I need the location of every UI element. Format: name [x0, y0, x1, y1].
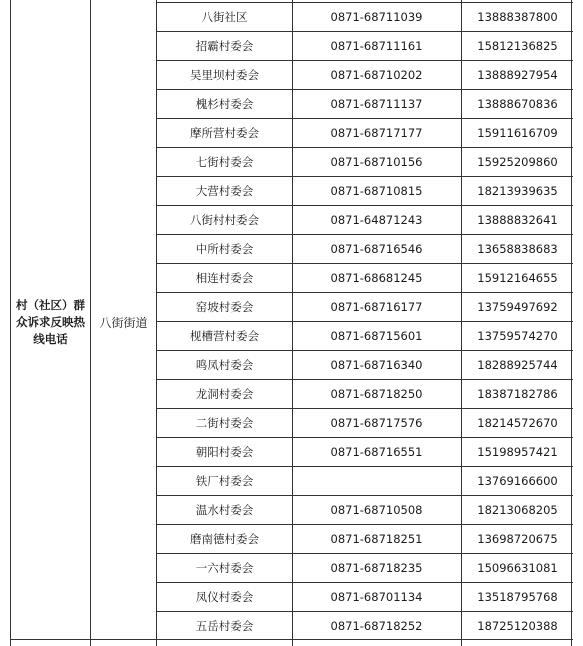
landline-number: 0871-64871243 — [330, 213, 423, 227]
table-row — [157, 466, 573, 495]
table-row — [157, 89, 573, 118]
table-row — [157, 205, 573, 234]
mobile-number: 15911616709 — [477, 126, 558, 140]
village-name: 槐杉村委会 — [195, 97, 254, 111]
table-row — [157, 437, 573, 466]
mobile-number: 18213068205 — [477, 503, 558, 517]
landline-number: 0871-68711039 — [330, 10, 423, 24]
table-row — [157, 60, 573, 89]
category-label: 村（社区）群众诉求反映热线电话 — [16, 297, 85, 346]
village-name: 铁厂村委会 — [195, 474, 254, 488]
landline-number — [292, 467, 461, 495]
village-name: 鸣凤村委会 — [195, 358, 254, 372]
village-name: 相连村委会 — [195, 271, 254, 285]
village-name: 二街村委会 — [195, 416, 254, 430]
village-name: 吴里坝村委会 — [190, 68, 259, 82]
landline-number: 0871-68710156 — [330, 155, 423, 169]
table-row — [157, 234, 573, 263]
mobile-number: 13888832641 — [477, 213, 558, 227]
village-name: 龙洞村委会 — [195, 387, 254, 401]
landline-number: 0871-68718252 — [330, 619, 423, 633]
landline-number: 0871-68716177 — [330, 300, 423, 314]
mobile-number: 18387182786 — [477, 387, 558, 401]
table-row — [157, 176, 573, 205]
village-name: 摩所营村委会 — [190, 126, 259, 140]
landline-number: 0871-68716546 — [330, 242, 423, 256]
mobile-number: 18214572670 — [477, 416, 558, 430]
village-name: 八街村村委会 — [190, 213, 259, 227]
table-row — [157, 263, 573, 292]
landline-number: 0871-68717576 — [330, 416, 423, 430]
mobile-number: 13888927954 — [477, 68, 558, 82]
mobile-number: 15096631081 — [477, 561, 558, 575]
village-name: 窑坡村委会 — [195, 300, 254, 314]
village-name: 枧槽营村委会 — [190, 329, 259, 343]
mobile-number: 13888670836 — [477, 97, 558, 111]
landline-number: 0871-68710508 — [330, 503, 423, 517]
landline-number: 0871-68716551 — [330, 445, 423, 459]
landline-number: 0871-68710202 — [330, 68, 423, 82]
village-name: 磨南德村委会 — [190, 532, 259, 546]
mobile-number: 15198957421 — [477, 445, 558, 459]
table-row — [157, 350, 573, 379]
table-row — [157, 524, 573, 553]
table-row — [157, 408, 573, 437]
landline-number: 0871-68681245 — [330, 271, 423, 285]
village-name: 一六村委会 — [195, 561, 254, 575]
table-row — [157, 379, 573, 408]
mobile-number: 13698720675 — [477, 532, 558, 546]
landline-number: 0871-68716340 — [330, 358, 423, 372]
street-cell — [91, 0, 157, 646]
landline-number: 0871-68710815 — [330, 184, 423, 198]
street-label: 八街街道 — [99, 315, 148, 330]
village-name: 八街社区 — [201, 10, 248, 24]
table-row — [157, 292, 573, 321]
mobile-number: 13888387800 — [477, 10, 558, 24]
mobile-number: 13769166600 — [477, 474, 558, 488]
table-row — [157, 611, 573, 640]
landline-number: 0871-68711137 — [330, 97, 423, 111]
village-name: 招霸村委会 — [195, 39, 254, 53]
mobile-number: 15812136825 — [477, 39, 558, 53]
mobile-number: 13518795768 — [477, 590, 558, 604]
village-name: 七街村委会 — [195, 155, 254, 169]
table-row — [157, 147, 573, 176]
village-name: 凤仪村委会 — [195, 590, 254, 604]
table-row — [157, 582, 573, 611]
village-name: 大营村委会 — [195, 184, 254, 198]
landline-number: 0871-68717177 — [330, 126, 423, 140]
landline-number: 0871-68711161 — [330, 39, 423, 53]
village-name: 朝阳村委会 — [195, 445, 254, 459]
mobile-number: 13759574270 — [477, 329, 558, 343]
table-row — [157, 553, 573, 582]
table-row — [157, 31, 573, 60]
landline-number: 0871-68701134 — [330, 590, 423, 604]
table-bottom-border — [11, 639, 573, 640]
mobile-number: 15925209860 — [477, 155, 558, 169]
mobile-number: 15912164655 — [477, 271, 558, 285]
category-cell — [11, 0, 91, 646]
landline-number: 0871-68718235 — [330, 561, 423, 575]
table-row — [157, 2, 573, 31]
table-row — [157, 118, 573, 147]
village-name: 五岳村委会 — [195, 619, 254, 633]
landline-number: 0871-68718250 — [330, 387, 423, 401]
table-row — [157, 321, 573, 350]
landline-number: 0871-68718251 — [330, 532, 423, 546]
mobile-number: 18213939635 — [477, 184, 558, 198]
village-name: 温水村委会 — [195, 503, 254, 517]
mobile-number: 18725120388 — [477, 619, 558, 633]
village-name: 中所村委会 — [195, 242, 254, 256]
landline-number: 0871-68715601 — [330, 329, 423, 343]
table-row — [157, 495, 573, 524]
mobile-number: 18288925744 — [477, 358, 558, 372]
mobile-number: 13658838683 — [477, 242, 558, 256]
hotline-table — [10, 0, 572, 646]
mobile-number: 13759497692 — [477, 300, 558, 314]
